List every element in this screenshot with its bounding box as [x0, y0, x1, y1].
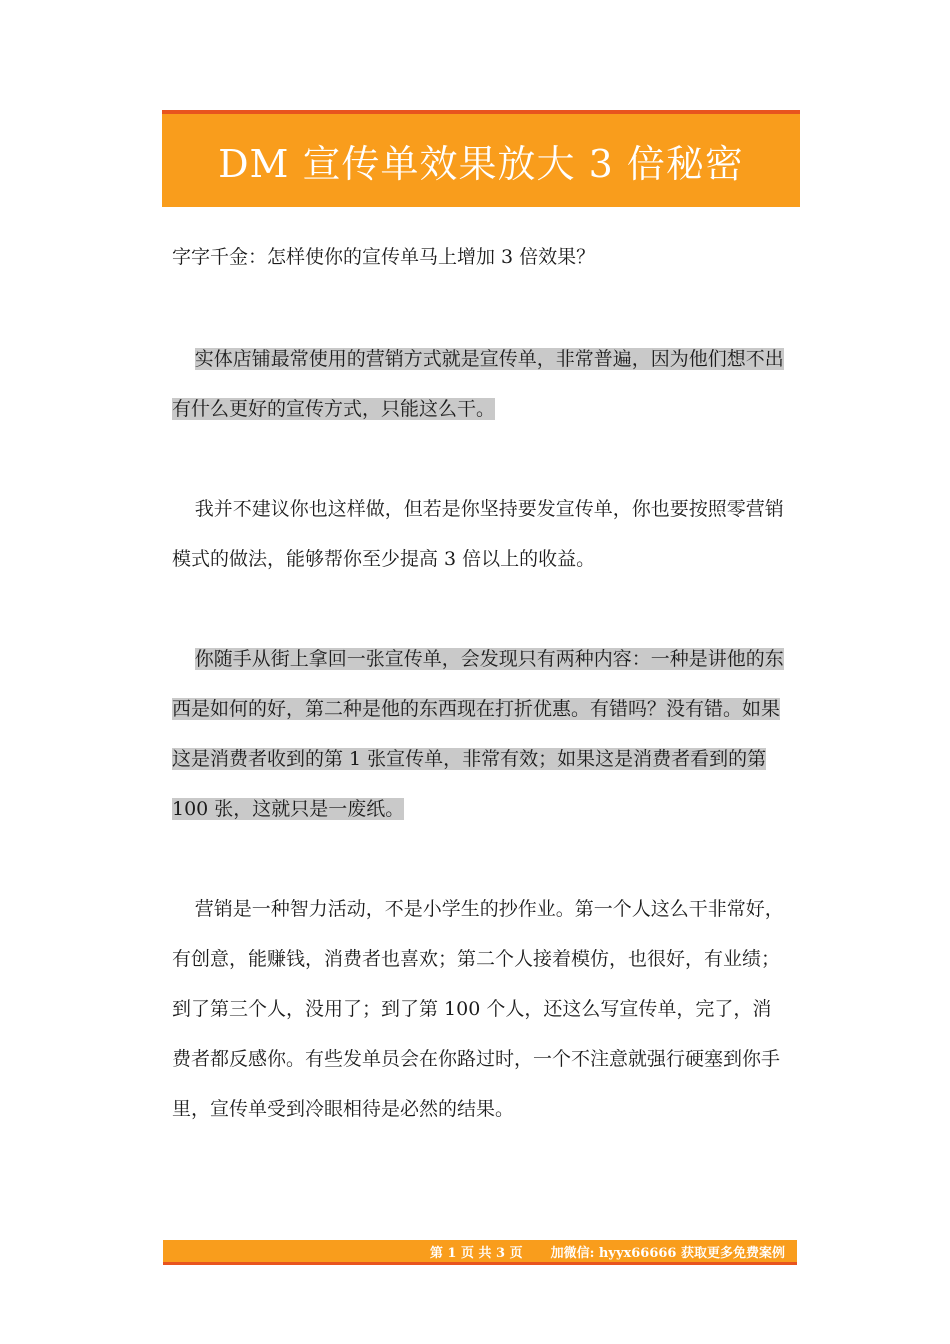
- paragraph-4: [172, 884, 790, 1134]
- paragraph-1-text: 实体店铺最常使用的营销方式就是宣传单，非常普遍，因为他们想不出有什么更好的宣传方式，只能这么干。: [172, 348, 784, 420]
- paragraph-1: [172, 334, 790, 434]
- paragraph-3: [172, 634, 790, 834]
- footer-bar: [163, 1240, 797, 1265]
- document-title: DM 宣传单效果放大 3 倍秘密: [218, 142, 744, 186]
- page-number: 第 1 页 共 3 页: [429, 1245, 523, 1261]
- paragraph-2: [172, 484, 790, 584]
- subtitle: 字字千金：怎样使你的宣传单马上增加 3 倍效果？: [172, 246, 596, 268]
- footer-contact: 加微信: hyyx66666 获取更多免费案例: [550, 1245, 785, 1261]
- paragraph-4-text: 营销是一种智力活动，不是小学生的抄作业。第一个人这么干非常好，有创意，能赚钱，消费者也喜欢；第二个人接着模仿，也很好，有业绩；到了第三个人，没用了；到了第 100 个人，还这么写宣传单，完了，消费者都反感你。有些发单员会在你路过时，一个不注意就强行硬塞到你手里，宣传单受到冷眼相待是必然的结果。: [172, 898, 784, 1120]
- title-banner: [162, 110, 800, 207]
- paragraph-2-text: 我并不建议你也这样做，但若是你坚持要发宣传单，你也要按照零营销模式的做法，能够帮你至少提高 3 倍以上的收益。: [172, 498, 784, 570]
- document-body: [172, 234, 790, 1134]
- paragraph-3-text: 你随手从街上拿回一张宣传单，会发现只有两种内容：一种是讲他的东西是如何的好，第二种是他的东西现在打折优惠。有错吗？没有错。如果这是消费者收到的第 1 张宣传单，非常有效；如果这是消费者看到的第 100 张，这就只是一废纸。: [172, 648, 784, 820]
